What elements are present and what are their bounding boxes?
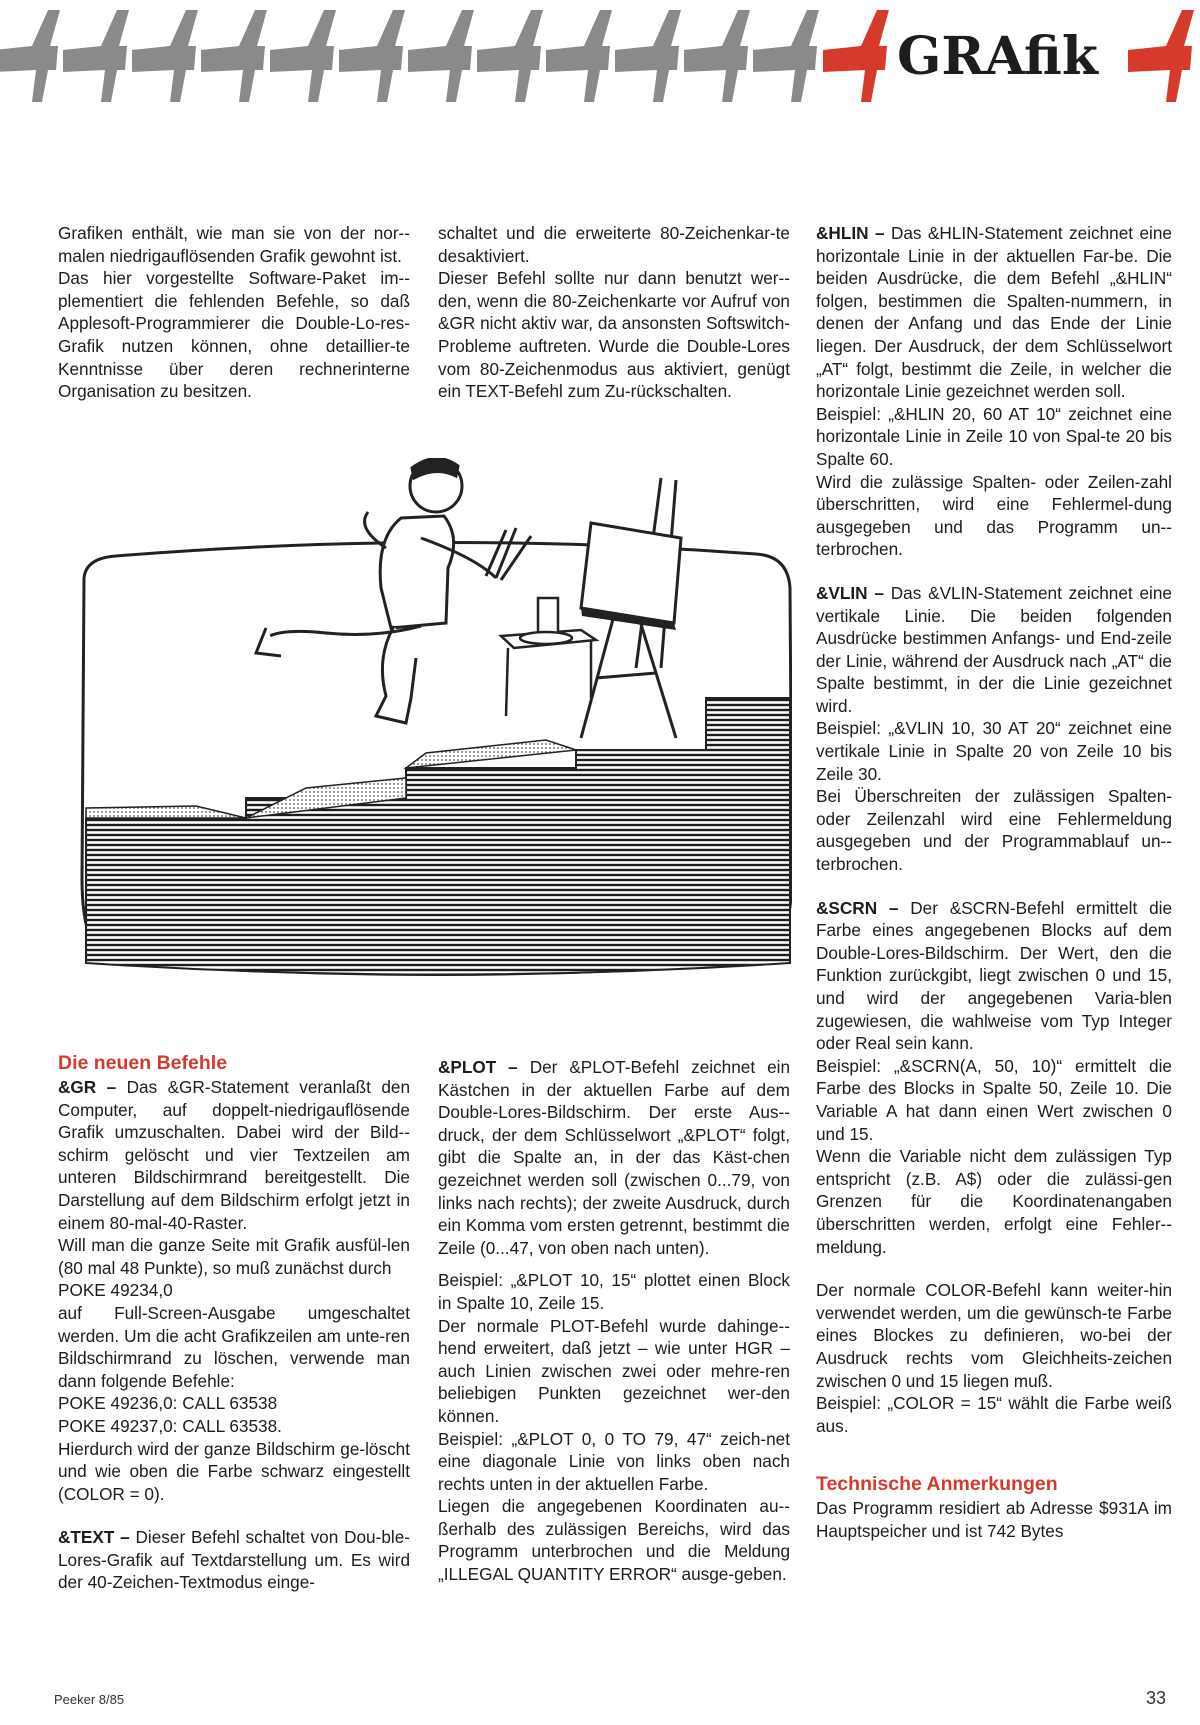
paragraph: Dieser Befehl sollte nur dann benutzt wer-den, wenn die 80-Zeichenkarte vor Aufruf von &GR nicht aktiv war, da ansonsten Softswitch-Probleme auftreten. Wurde die Double-Lores vom 80-Zeichenmodus aus aktiviert, genügt ein TEXT-Befehl zum Zu-rückschalten. [438,268,790,402]
command-name: &PLOT – [438,1057,518,1077]
paragraph: Der normale PLOT-Befehl wurde dahinge-hend erweitert, daß jetzt – wie unter HGR – auch Linien zwischen zwei oder mehre-ren beliebigen Punkten gezeichnet wer-den können. [438,1315,790,1426]
banner-stripe-glyph [615,10,681,102]
paragraph: Bei Überschreiten der zulässigen Spalten- oder Zeilenzahl wird eine Fehlermeldung ausgegeben und der Programmablauf un-terbrochen. [816,786,1172,875]
header-banner [0,10,1200,128]
banner-stripe-glyph [0,10,60,102]
paragraph: Das hier vorgestellte Software-Paket im-plementiert die fehlenden Befehle, so daß Applesoft-Programmierer die Double-Lo-res-Grafik nutzen können, ohne detaillier-te Kenntnisse über deren rechnerinterne Organisation zu besitzen. [58,268,410,402]
banner-stripe-glyph [477,10,543,102]
paragraph: Will man die ganze Seite mit Grafik ausfül-len (80 mal 48 Punkte), so muß zunächst durch [58,1235,410,1278]
paragraph: Beispiel: „&SCRN(A, 50, 10)“ ermittelt die Farbe des Blocks in Spalte 50, Zeile 10. Die Variable A hat dann einen Wert zwischen 0 und 15. [816,1055,1172,1144]
paragraph: Liegen die angegebenen Koordinaten au-ßerhalb des zulässigen Bereichs, wird das Programm unterbrochen und die Meldung „ILLEGAL QUANTITY ERROR“ ausge-geben. [438,1496,790,1585]
banner-accent-glyph [1128,10,1194,102]
section-heading: Technische Anmerkungen [816,1473,1058,1496]
gr-section [58,1076,410,1234]
column-2-bottom [438,1056,790,1586]
column-1-bottom [58,1050,410,1594]
banner-accent-glyph [823,10,889,102]
brand-logo: GRAfik [897,26,1098,87]
paragraph: Beispiel: „&PLOT 0, 0 TO 79, 47“ zeich-net eine diagonale Linie von links oben nach rechts unten in der aktuellen Farbe. [438,1428,790,1494]
command-name: &VLIN – [816,582,884,603]
text-section [58,1526,410,1594]
banner-stripe-glyph [684,10,750,102]
paragraph: Der &PLOT-Befehl zeichnet ein Kästchen in der aktuellen Farbe auf dem Double-Lores-Bildschirm. Der erste Aus-druck, der dem Schlüsselwort „&PLOT“ folgt, gibt die Spalte an, in der das Käst-chen gezeichnet werden soll (zwischen 0...79, von links nach rechts); der zweite Ausdruck, durch ein Komma vom ersten getrennt, bestimmt die Zeile (0...47, von oben nach unten). [438,1057,791,1258]
command-name: &HLIN – [816,223,885,243]
banner-stripe-glyph [201,10,267,102]
banner-stripe-glyph [339,10,405,102]
paragraph: Beispiel: „&VLIN 10, 30 AT 20“ zeichnet eine vertikale Linie in Spalte 20 von Zeile 10 bis Zeile 30. [816,718,1172,784]
issue-label: Peeker 8/85 [54,1692,125,1707]
command-name: &SCRN – [816,897,899,918]
column-1-top [58,222,410,403]
column-3 [816,222,1172,1542]
banner-stripe-glyph [132,10,198,102]
command-name: &GR – [58,1077,117,1097]
paragraph: Das Programm residiert ab Adresse $931A im Hauptspeicher und ist 742 Bytes [816,1498,1172,1541]
banner-stripe-glyph [753,10,819,102]
banner-stripe-glyph [408,10,474,102]
paragraph: Der normale COLOR-Befehl kann weiter-hin verwendet werden, um die gewünsch-te Farbe eines Blockes zu definieren, wo-bei der Ausdruck rechts vom Gleichheits-zeichen zwischen 0 und 15 liegen muß. [816,1280,1172,1391]
paragraph: Wenn die Variable nicht dem zulässigen Typ entspricht (z.B. A$) oder die zulässi-gen Grenzen für die Koordinatenangaben überschritten werden, erfolgt eine Fehler-meldung. [816,1146,1172,1257]
paragraph: auf Full-Screen-Ausgabe umgeschaltet werden. Um die acht Grafikzeilen am unte-ren Bildschirmrand zu löschen, verwende man dann folgende Befehle: [58,1302,410,1391]
paragraph: Das &HLIN-Statement zeichnet eine horizontale Linie in der aktuellen Far-be. Die beiden Ausdrücke, die dem Befehl „&HLIN“ folgen, bestimmen die Spalten-nummern, in denen der Anfang und das Ende der Linie liegen. Der Ausdruck, der dem Schlüsselwort „AT“ folgt, bestimmt die Zeile, in welcher die horizontale Linie gezeichnet werden soll. [816,223,1172,402]
section-heading: Die neuen Befehle [58,1052,228,1074]
paragraph: Grafiken enthält, wie man sie von der nor-malen niedrigauflösenden Grafik gewohnt ist. [58,223,410,266]
code-line: POKE 49236,0: CALL 63538 [58,1393,278,1414]
command-name: &TEXT – [58,1527,130,1548]
painter-illustration [76,458,792,978]
paragraph: Beispiel: „COLOR = 15“ wählt die Farbe weiß aus. [816,1393,1172,1436]
paragraph: Dieser Befehl schaltet von Dou-ble-Lores-Grafik auf Textdarstellung um. Es wird der 40-Zeichen-Textmodus einge- [58,1527,410,1593]
code-line: POKE 49237,0: CALL 63538. [58,1415,282,1436]
paragraph: Hierdurch wird der ganze Bildschirm ge-löscht und wie oben die Farbe schwarz eingestellt (COLOR = 0). [58,1438,410,1504]
paragraph: Beispiel: „&PLOT 10, 15“ plottet einen Block in Spalte 10, Zeile 15. [438,1270,790,1313]
paragraph: Beispiel: „&HLIN 20, 60 AT 10“ zeichnet eine horizontale Linie in Zeile 10 von Spal-te 20 bis Spalte 60. [816,403,1172,469]
paragraph: schaltet und die erweiterte 80-Zeichenkar-te desaktiviert. [438,223,790,266]
hlin-section [816,222,1172,403]
code-line: POKE 49234,0 [58,1280,173,1301]
page-number: 33 [1145,1688,1166,1708]
paragraph: Das &GR-Statement veranlaßt den Computer, auf doppelt-niedrigauflösende Grafik umzuschalten. Dabei wird der Bild-schirm gelöscht und vier Textzeilen am unteren Bildschirmrand bereitgestellt. Die Darstellung auf dem Bildschirm erfolgt jetzt in einem 80-mal-40-Raster. [58,1077,411,1233]
column-2-top [438,222,790,403]
banner-stripe-glyph [270,10,336,102]
banner-stripe-glyph [63,10,129,102]
plot-section [438,1056,790,1259]
paragraph: Wird die zulässige Spalten- oder Zeilen-zahl überschritten, wird eine Fehlermel-dung ausgegeben und das Programm un-terbrochen. [816,471,1172,560]
paragraph: Das &VLIN-Statement zeichnet eine vertikale Linie. Die beiden folgenden Ausdrücke bestimmen Anfangs- und End-zeile der Linie, während der Ausdruck nach „AT“ die Spalte bestimmt, in der die Linie gezeichnet wird. [816,582,1172,716]
banner-stripe-glyph [546,10,612,102]
paragraph: Der &SCRN-Befehl ermittelt die Farbe eines angegebenen Blocks auf dem Double-Lores-Bildschirm. Der Wert, den die Funktion zurückgibt, liegt zwischen 0 und 15, und wird der angegebenen Varia-blen zugewiesen, die wahlweise vom Typ Integer oder Real sein kann. [816,897,1173,1054]
scrn-section [816,897,1172,1055]
vlin-section [816,582,1172,718]
